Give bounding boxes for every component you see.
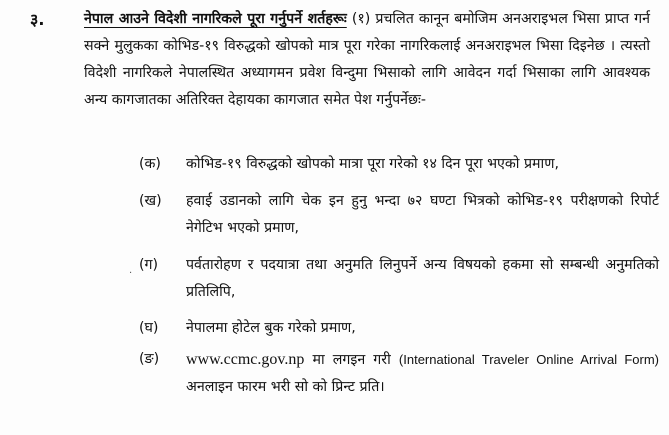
form-name: (International Traveler Online Arrival Form) <box>398 352 659 367</box>
website-url: www.ccmc.gov.np <box>186 351 305 368</box>
list-item-text-part: मा लगइन गरी <box>304 352 399 368</box>
list-item-kha <box>139 188 659 242</box>
list-item-label: (घ) <box>139 320 159 336</box>
scan-speck: . <box>129 265 133 276</box>
list-item-text-part: अनलाइन फारम भरी सो को प्रिन्ट प्रति। <box>186 379 385 395</box>
list-item-label: (ङ) <box>139 351 160 367</box>
list-item-text: कोभिड-१९ विरुद्धको खोपको मात्रा पूरा गरेको १४ दिन पूरा भएको प्रमाण, <box>186 156 559 172</box>
section-intro: (१) प्रचलित कानून बमोजिम अनअराइभल भिसा प्राप्त गर्न सक्ने मुलुकका कोभिड-१९ विरुद्धको खोपको मात्र पूरा गरेका नागरिकलाई अनअराइभल भिसा दिइनेछ । त्यस्तो विदेशी नागरिकले नेपालस्थित अध्यागमन प्रवेश विन्दुमा भिसाको लागि आवेदन गर्दा भिसाका लागि आवश्यक अन्य कागजातका अतिरिक्त देहायका कागजात समेत पेश गर्नुपर्नेछः- <box>84 11 650 108</box>
list-item-gha <box>139 315 659 342</box>
list-item-ka <box>139 151 659 178</box>
list-item-label: (क) <box>139 156 161 172</box>
list-item-ga <box>139 252 659 306</box>
section-paragraph <box>84 6 650 114</box>
section-heading: नेपाल आउने विदेशी नागरिकले पूरा गर्नुपर्ने शर्तहरूः <box>84 11 347 27</box>
section-number: ३. <box>30 10 45 29</box>
list-item-nga <box>139 346 659 401</box>
list-item-text: हवाई उडानको लागि चेक इन हुनु भन्दा ७२ घण्टा भित्रको कोभिड-१९ परीक्षणको रिपोर्ट नेगेटिभ भएको प्रमाण, <box>186 193 659 236</box>
list-item-label: (ग) <box>139 257 159 273</box>
list-item-label: (ख) <box>139 193 162 209</box>
list-item-text: नेपालमा होटेल बुक गरेको प्रमाण, <box>186 320 356 336</box>
list-item-text <box>186 346 659 401</box>
list-item-text: पर्वतारोहण र पदयात्रा तथा अनुमति लिनुपर्ने अन्य विषयको हकमा सो सम्बन्धी अनुमतिको प्रतिलिपि, <box>186 257 659 300</box>
